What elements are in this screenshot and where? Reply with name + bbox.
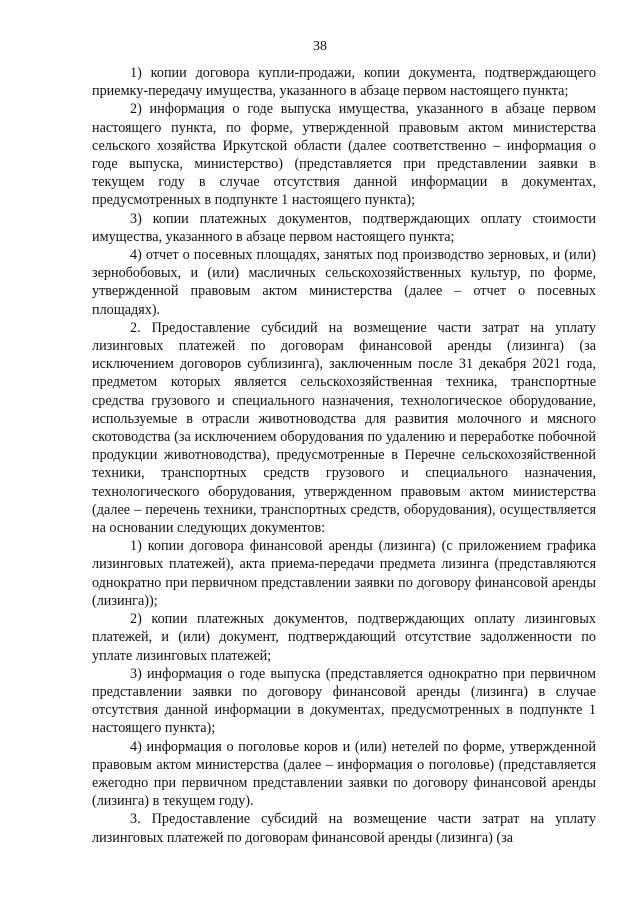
paragraph-item-2-1: 1) копии договора финансовой аренды (лизинга) (с приложением графика лизинговых платежей), акта приема-передачи предмета лизинга (представляются однократно при первичном представлении заявки по договору финансовой аренды (лизинга));: [92, 538, 596, 609]
page-number: 38: [313, 39, 327, 54]
paragraph-item-4: 4) отчет о посевных площадях, занятых под производство зерновых, и (или) зернобобовых, и (или) масличных сельскохозяйственных культур, по форме, утвержденной правовым актом министерства (далее – отчет о посевных площадях).: [92, 247, 596, 318]
document-body: [92, 64, 596, 847]
paragraph-item-2-3: 3) информация о годе выпуска (представляется однократно при первичном представлении заявки по договору финансовой аренды (лизинга) в случае отсутствия данной информации в документах, предусмотренных в подпункте 1 настоящего пункта);: [92, 665, 596, 737]
paragraph-section-2: 2. Предоставление субсидий на возмещение части затрат на уплату лизинговых платежей по договорам финансовой аренды (лизинга) (за исключением договоров сублизинга), заключенным после 31 декабря 2021 года, предметом которых является сельскохозяйственная техника, транспортные средства грузового и специального назначения, технологическое оборудование, используемые в отрасли животноводства для развития молочного и мясного скотоводства (за исключением оборудования по удалению и переработке побочной продукции животноводства), предусмотренные в Перечне сельскохозяйственной техники, транспортных средств грузового и специального назначения, технологического оборудования, утвержденном правовым актом министерства (далее – перечень техники, транспортных средств, оборудования), осуществляется на основании следующих документов:: [92, 319, 596, 537]
paragraph-item-3: 3) копии платежных документов, подтверждающих оплату стоимости имущества, указанного в абзаце первом настоящего пункта;: [92, 210, 596, 245]
paragraph-item-2-2: 2) копии платежных документов, подтверждающих оплату лизинговых платежей, и (или) документ, подтверждающий отсутствие задолженности по уплате лизинговых платежей;: [92, 611, 596, 664]
paragraph-section-3: 3. Предоставление субсидий на возмещение части затрат на уплату лизинговых платежей по договорам финансовой аренды (лизинга) (за: [92, 811, 596, 846]
paragraph-item-2-4: 4) информация о поголовье коров и (или) нетелей по форме, утвержденной правовым актом министерства (далее – информация о поголовье) (представляется ежегодно при первичном представлении заявки по договору финансовой аренды (лизинга) в текущем году).: [92, 738, 596, 810]
paragraph-item-1: 1) копии договора купли-продажи, копии документа, подтверждающего приемку-передачу имущества, указанного в абзаце первом настоящего пункта;: [92, 65, 596, 100]
paragraph-item-2: 2) информация о годе выпуска имущества, указанного в абзаце первом настоящего пункта, по форме, утвержденной правовым актом министерства сельского хозяйства Иркутской области (далее соответственно – информация о годе выпуска, министерство) (представляется при представлении заявки в текущем году в случае отсутствия данной информации в документах, предусмотренных в подпункте 1 настоящего пункта);: [92, 101, 596, 209]
